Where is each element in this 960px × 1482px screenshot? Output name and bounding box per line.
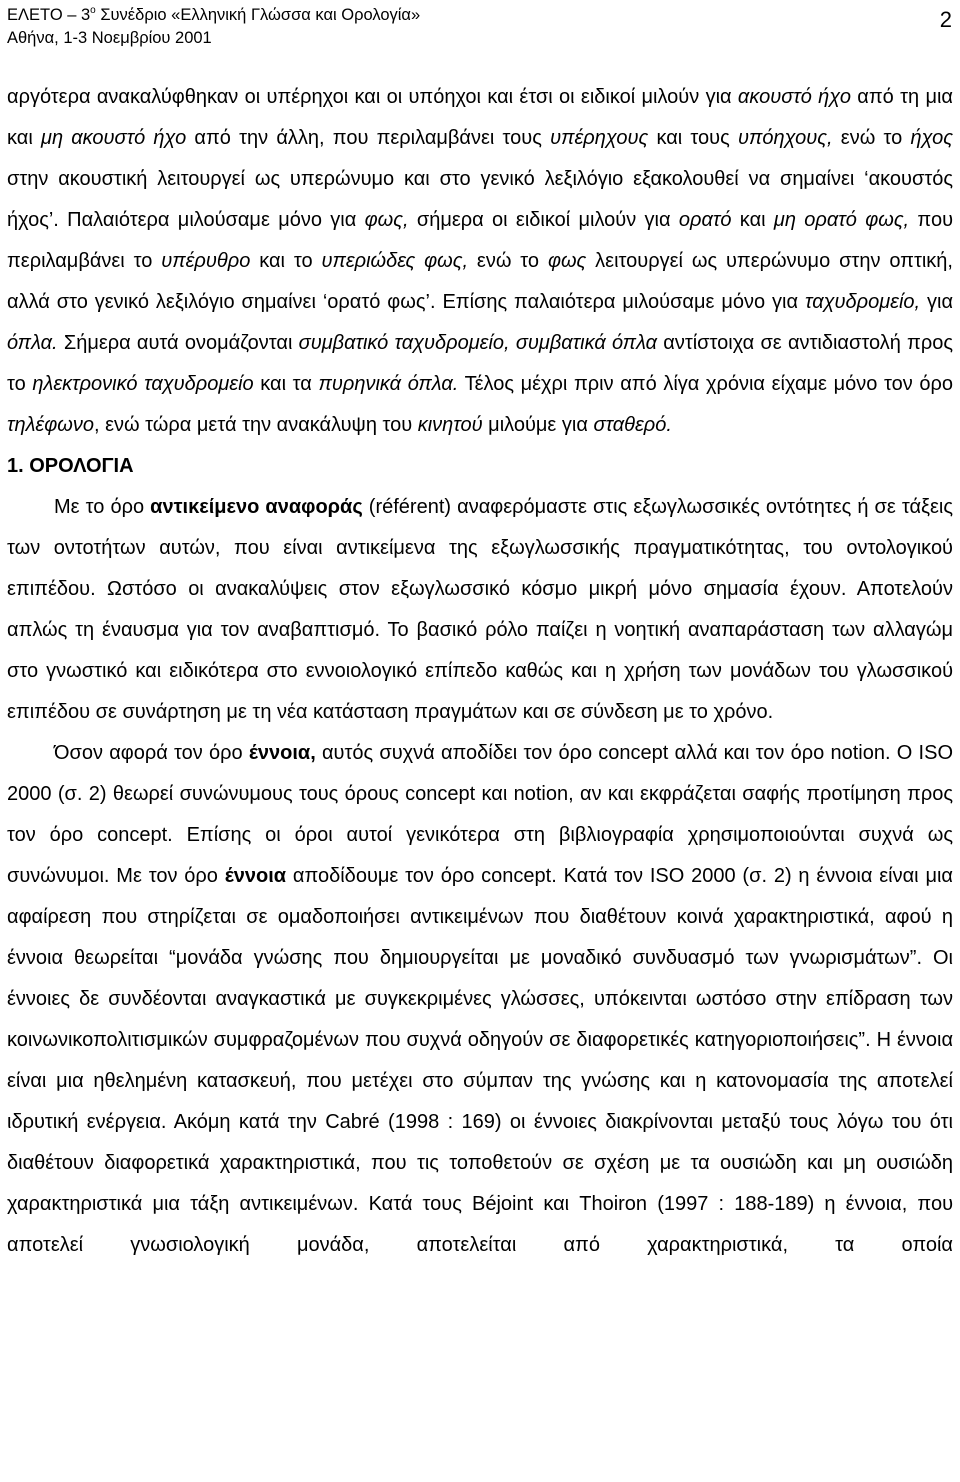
- text-run: που περιλαμβάνει το: [7, 209, 954, 272]
- italic-term: υπέρηχους: [550, 127, 649, 149]
- italic-term: πυρηνικά όπλα.: [318, 373, 459, 395]
- italic-term: τηλέφωνο: [7, 414, 94, 436]
- text-run: αποδίδουμε τον όρο concept. Κατά τον ISO 2000 (σ. 2) η έννοια είναι μια αφαίρεση που στηρίζεται σε ομαδοποιήσει αντικειμένων που διαθέτουν κοινά χαρακτηριστικά, αφού η έννοια θεωρείται “μονάδα γνώσης που δημιουργείται με μοναδικό συνδυασμό των γνωρισμάτων”. Οι έννοιες δε συνδέονται αναγκαστικά με συγκεκριμένες γλώσσες, υπόκεινται ωστόσο στην επίδραση των κοινωνικοπολιτισμικών συμφραζομένων που συχνά οδηγούν σε διαφορετικές κατηγοριοποιήσεις”. Η έννοια είναι μια ηθελημένη κατασκευή, που μετέχει στο σύμπαν της γνώσης και η κατονομασία της αποτελεί ιδρυτική ενέργεια. Ακόμη κατά την Cabré (1998 : 169) οι έννοιες διακρίνονται μεταξύ τους λόγω του ότι διαθέτουν διαφορετικά χαρακτηριστικά, που τις τοποθετούν σε σχέση με τα ουσιώδη και μη ουσιώδη χαρακτηριστικά μια τάξη αντικειμένων. Κατά τους Béjoint και Thoiron (1997 : 188-189) η έννοια, που αποτελεί γνωσιολογική μονάδα, αποτελείται από χαρακτηριστικά, τα οποία: [7, 865, 953, 1256]
- italic-term: κινητού: [417, 414, 483, 436]
- running-header-title: Συνέδριο «Ελληνική Γλώσσα και Ορολογία»: [100, 6, 421, 24]
- text-run: Όσον αφορά τον όρο: [54, 742, 249, 764]
- italic-term: ήχος: [910, 127, 954, 149]
- section-heading: 1. ΟΡΟΛΟΓΙΑ: [7, 455, 134, 477]
- text-run: και το: [250, 250, 322, 272]
- italic-term: υπόηχους,: [737, 127, 833, 149]
- running-header-prefix: ΕΛΕΤΟ – 3: [7, 6, 91, 24]
- italic-term: ηλεκτρονικό ταχυδρομείο: [32, 373, 254, 395]
- running-header-ordinal: ο: [90, 5, 96, 16]
- page-number: 2: [939, 7, 952, 32]
- italic-term: συμβατικό ταχυδρομείο, συμβατικά όπλα: [298, 332, 658, 354]
- text-run: και τα: [253, 373, 319, 395]
- text-run: από την άλλη, που περιλαμβάνει τους: [186, 127, 551, 149]
- text-run: (référent) αναφερόμαστε στις εξωγλωσσικές οντότητες ή σε τάξεις των οντοτήτων αυτών, που είναι αντικείμενα της εξωγλωσσικής πραγματικότητας, του οντολογικού επιπέδου. Ωστόσο οι ανακαλύψεις στον εξωγλωσσικό κόσμο μικρή μόνο σημασία έχουν. Αποτελούν απλώς τη έναυσμα για τον αναβαπτισμό. Το βασικό ρόλο παίζει η νοητική αναπαράσταση των αλλαγώμ στο γνωστικό και ειδικότερα στο εννοιολογικό επίπεδο καθώς και η χρήση των μονάδων του γλωσσικού επιπέδου σε συνάρτηση με τη νέα κατάσταση πραγμάτων και σε σύνδεση με το χρόνο.: [7, 496, 954, 723]
- italic-term: ταχυδρομείο,: [805, 291, 921, 313]
- running-header-date: Αθήνα, 1-3 Νοεμβρίου 2001: [7, 29, 212, 47]
- italic-term: μη ακουστό ήχο: [40, 127, 187, 149]
- text-run: σήμερα οι ειδικοί μιλούν για: [408, 209, 679, 231]
- text-run: αργότερα ανακαλύφθηκαν οι υπέρηχοι και οι υπόηχοι και έτσι οι ειδικοί μιλούν για: [7, 86, 738, 108]
- body-paragraph-1: [7, 77, 953, 446]
- italic-term: φως,: [364, 209, 409, 231]
- text-run: Τέλος μέχρι πριν από λίγα χρόνια είχαμε μόνο τον όρο: [458, 373, 953, 395]
- italic-term: ακουστό ήχο: [737, 86, 851, 108]
- italic-term: όπλα.: [7, 332, 58, 354]
- text-run: στην ακουστική λειτουργεί ως υπερώνυμο και στο γενικό λεξιλόγιο εξακολουθεί να σημαίνει ‘ακουστός ήχος’. Παλαιότερα μιλούσαμε μόνο για: [7, 168, 953, 231]
- bold-term: έννοια: [224, 865, 287, 887]
- italic-term: σταθερό.: [593, 414, 672, 436]
- text-run: Σήμερα αυτά ονομάζονται: [57, 332, 299, 354]
- running-header-title-line: [7, 5, 420, 28]
- text-run: από τη μια και: [7, 86, 953, 149]
- text-run: για: [920, 291, 954, 313]
- text-run: λειτουργεί ως υπερώνυμο στην οπτική, αλλά στο γενικό λεξιλόγιο σημαίνει ‘ορατό φως’. Επίσης παλαιότερα μιλούσαμε μόνο για: [7, 250, 953, 313]
- italic-term: υπεριώδες φως,: [321, 250, 469, 272]
- text-run: Με το όρο: [54, 496, 151, 518]
- page-body: [7, 77, 953, 1266]
- bold-term: έννοια,: [248, 742, 316, 764]
- text-run: ενώ το: [468, 250, 548, 272]
- running-header: [7, 5, 420, 49]
- text-run: αυτός συχνά αποδίδει τον όρο concept αλλά και τον όρο notion. Ο ISO 2000 (σ. 2) θεωρεί συνώνυμους τους όρους concept και notion, αν και εκφράζεται σαφής προτίμηση προς τον όρο concept. Επίσης οι όροι αυτοί γενικότερα στη βιβλιογραφία χρησιμοποιούνται συχνά ως συνώνυμοι. Με τον όρο: [7, 742, 953, 887]
- italic-term: ορατό: [678, 209, 732, 231]
- text-run: ενώ το: [832, 127, 911, 149]
- bold-term: αντικείμενο αναφοράς: [150, 496, 363, 518]
- text-run: και: [731, 209, 774, 231]
- italic-term: υπέρυθρο: [161, 250, 251, 272]
- text-run: , ενώ τώρα μετά την ανακάλυψη του: [93, 414, 418, 436]
- italic-term: μη ορατό φως,: [773, 209, 910, 231]
- body-paragraph-3: [7, 733, 953, 1266]
- text-run: μιλούμε για: [482, 414, 594, 436]
- italic-term: φως: [547, 250, 587, 272]
- body-paragraph-2: [7, 487, 953, 733]
- text-run: και τους: [648, 127, 738, 149]
- text-run: αντίστοιχα σε αντιδιαστολή προς το: [7, 332, 953, 395]
